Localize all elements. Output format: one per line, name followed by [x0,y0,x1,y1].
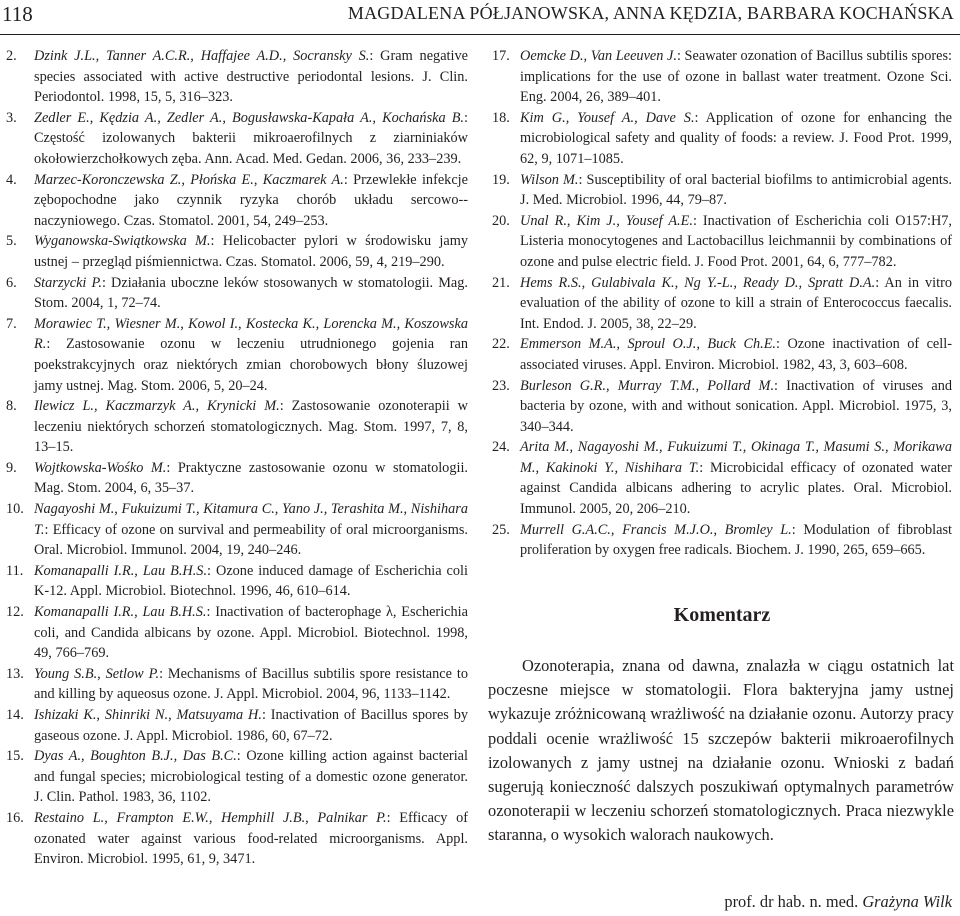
reference-authors: Emmerson M.A., Sproul O.J., Buck Ch.E. [520,336,777,353]
reference-text [34,170,468,232]
reference-citation: : Seawater ozonation of Bacillus subtilis spores: implications for the use of ozone in ballast water treatment. Ozone Sci. Eng. 2004, 26, 389–401. [520,48,952,106]
reference-text [34,108,468,170]
reference-authors: Ilewicz L., Kaczmarzyk A., Krynicki M. [34,398,280,415]
reference-citation: : Praktyczne zastosowanie ozonu w stomatologii. Mag. Stom. 2004, 6, 35–37. [34,459,469,497]
reference-item [6,170,468,232]
reference-number: 13. [6,665,24,682]
reference-number: 23. [492,377,510,394]
reference-authors: Young S.B., Setlow P. [34,665,160,682]
reference-citation: : Gram negative species associated with active destructive periodontal lesions. J. Clin. Periodontol. 1998, 15, 5, 316–323. [34,48,468,106]
reference-authors: Restaino L., Frampton E.W., Hemphill J.B., Palnikar P. [34,809,387,826]
reference-number: 2. [6,48,17,64]
reference-item [6,108,468,170]
reference-item [6,664,468,705]
reference-text [520,273,952,335]
reference-number: 10. [6,501,24,518]
reference-item [6,46,468,108]
reference-number: 3. [6,109,17,126]
reference-item [6,458,468,499]
reference-number: 15. [6,748,24,765]
reference-number: 20. [492,212,510,229]
reference-text [34,746,468,808]
reference-text [520,520,952,561]
reference-authors: Kim G., Yousef A., Dave S. [520,109,695,126]
reference-citation: : Działania uboczne leków stosowanych w stomatologii. Mag. Stom. 2004, 1, 72–74. [34,274,468,312]
reference-number: 19. [492,171,510,188]
reference-authors: Zedler E., Kędzia A., Zedler A., Bogusławska-Kapała A., Kochańska B. [34,109,465,126]
reference-text [34,561,468,602]
reference-authors: Starzycki P. [34,274,102,291]
reference-text [34,46,468,108]
reference-authors: Nagayoshi M., Fukuizumi T., Kitamura C., Yano J., Terashita M., Nishihara T. [34,501,468,538]
reference-citation: : Inactivation of Escherichia coli O157:H7, Listeria monocytogenes and Lactobacillus leichmannii by combinations of ozone and pulse electric field. J. Food Prot. 2001, 64, 6, 777–782. [520,212,952,270]
reference-authors: Morawiec T., Wiesner M., Kowol I., Kostecka K., Lorencka M., Koszowska R. [34,315,468,353]
reference-authors: Wilson M. [520,171,579,188]
reference-number: 8. [6,398,17,415]
reference-authors: Komanapalli I.R., Lau B.H.S. [34,562,208,579]
running-head: MAGDALENA PÓŁJANOWSKA, ANNA KĘDZIA, BARBARA KOCHAŃSKA [347,3,954,23]
reference-citation: : Application of ozone for enhancing the microbiological safety and quality of foods: a review. J. Food Prot. 1999, 62, 9, 1071–1085. [520,109,952,167]
reference-authors: Unal R., Kim J., Yousef A.E. [520,212,693,229]
reference-number: 24. [492,439,510,456]
reference-item [492,46,952,108]
reference-citation: : Przewlekłe infekcje zębopochodne jako czynnik ryzyka chorób układu sercowo--naczyniowego. Czas. Stomatol. 2001, 54, 249–253. [34,171,468,229]
reference-authors: Hems R.S., Gulabivala K., Ng Y.-L., Ready D., Spratt D.A. [520,274,876,291]
reference-number: 7. [6,315,17,332]
reference-citation: : Modulation of fibroblast proliferation by oxygen free radicals. Biochem. J. 1990, 265, 659–665. [520,521,952,559]
reference-number: 5. [6,233,17,250]
reference-authors: Komanapalli I.R., Lau B.H.S. [34,604,207,621]
reference-item [6,499,468,561]
signature-title: prof. dr hab. n. med. [724,892,859,911]
reference-text [34,602,468,664]
reference-citation: : Inactivation of viruses and bacteria by ozone, with and without sonication. Appl. Microbiol. 1975, 3, 340–344. [520,377,952,435]
reference-citation: : Microbicidal efficacy of ozonated water against Candida albicans adhering to acrylic plates. Oral. Microbiol. Immunol. 2005, 20, 206–210. [520,459,952,518]
reference-authors: Wyganowska-Swiątkowska M. [34,233,211,250]
reference-item [6,705,468,746]
reference-citation: : Zastosowanie ozonu w leczeniu utrudnionego gojenia ran poekstrakcyjnych oraz niektórych zmian chorobowych błony śluzowej jamy ustnej. Mag. Stom. 2006, 5, 20–24. [34,336,468,394]
reference-citation: : Efficacy of ozone on survival and permeability of oral microorganisms. Oral. Microbiol. Immunol. 2004, 19, 240–246. [34,521,468,559]
signature [724,892,952,912]
reference-item [492,211,952,273]
reference-number: 25. [492,521,510,538]
commentary-title: Komentarz [673,604,771,626]
page-number: 118 [2,2,33,26]
reference-text [520,170,952,211]
reference-item [6,602,468,664]
reference-text [520,376,952,438]
reference-number: 6. [6,274,17,291]
reference-text [520,46,952,108]
reference-text [520,437,952,519]
reference-citation: : Inactivation of bacterophage λ, Escherichia coli, and Candida albicans by ozone. Appl. Microbiol. Biotechnol. 1998, 49, 766–769. [34,604,468,662]
reference-item [492,376,952,438]
reference-text [34,314,468,396]
reference-number: 21. [492,274,510,291]
reference-authors: Ishizaki K., Shinriki N., Matsuyama H. [34,707,262,723]
reference-text [34,273,468,314]
reference-number: 4. [6,171,17,188]
reference-item [6,746,468,808]
reference-authors: Murrell G.A.C., Francis M.J.O., Bromley L. [520,521,792,538]
reference-item [492,108,952,170]
reference-item [492,437,952,519]
reference-text [34,664,468,705]
reference-citation: : Susceptibility of oral bacterial biofilms to antimicrobial agents. J. Med. Microbiol. 1996, 44, 79–87. [520,171,952,209]
reference-text [34,808,468,870]
reference-authors: Arita M., Nagayoshi M., Fukuizumi T., Okinaga T., Masumi S., Morikawa M., Kakinoki Y., Nishihara T. [520,439,952,476]
reference-citation: : Efficacy of ozonated water against various food-related microorganisms. Appl. Environ. Microbiol. 1995, 61, 9, 3471. [34,809,468,868]
references-right-column [492,46,952,561]
reference-authors: Burleson G.R., Murray T.M., Pollard M. [520,377,775,394]
reference-authors: Marzec-Koronczewska Z., Płońska E., Kaczmarek A. [34,171,344,188]
reference-number: 17. [492,48,510,64]
reference-item [6,808,468,870]
reference-authors: Wojtkowska-Wośko M. [34,459,167,476]
reference-citation: : Ozone killing action against bacterial and fungal species; microbiological testing of a domestic ozone generator. J. Clin. Pathol. 1983, 36, 1102. [34,748,468,806]
reference-item [492,334,952,375]
reference-item [6,314,468,396]
reference-citation: : An in vitro evaluation of the ability of ozone to kill a strain of Enterococcus faecalis. Int. Endod. J. 2005, 38, 22–29. [520,274,952,332]
reference-citation: : Częstość izolowanych bakterii mikroaerofilnych z ziarniniaków okołowierzchołkowych zęba. Ann. Acad. Med. Gedan. 2006, 36, 233–239. [34,109,468,167]
signature-name: Grażyna Wilk [862,892,952,911]
reference-text [34,396,468,458]
reference-item [492,170,952,211]
reference-citation: : Zastosowanie ozonoterapii w leczeniu niektórych schorzeń stomatologicznych. Mag. Stom. 1997, 7, 8, 13–15. [34,398,468,456]
reference-text [34,705,468,746]
reference-citation: : Ozone induced damage of Escherichia coli K-12. Appl. Microbiol. Biotechnol. 1996, 46, 610–614. [34,562,468,600]
reference-item [492,520,952,561]
reference-number: 22. [492,336,510,353]
references-left-column [6,46,468,870]
reference-item [6,273,468,314]
reference-citation: : Ozone inactivation of cell-associated viruses. Appl. Environ. Microbiol. 1982, 43, 3, 603–608. [520,336,952,373]
reference-text [34,499,468,561]
reference-item [6,561,468,602]
reference-text [520,108,952,170]
reference-number: 14. [6,707,24,723]
reference-number: 18. [492,109,510,126]
commentary-body: Ozonoterapia, znana od dawna, znalazła w ciągu ostatnich lat poczesne miejsce w stomatologii. Flora bakteryjna jamy ustnej wykazuje zróżnicowaną wrażliwość na działanie ozonu. Autorzy pracy poddali ocenie wrażliwość 15 szczepów bakterii mikroaerofilnych izolowanych z jamy ustnej na działanie ozonu. Wnioski z badań sugerują konieczność dalszych poszukiwań optymalnych parametrów ozonoterapii w leczeniu schorzeń stomatologicznych. Praca niezwykle staranna, o wysokich walorach naukowych. [488,656,954,845]
reference-authors: Dzink J.L., Tanner A.C.R., Haffajee A.D., Socransky S. [34,48,370,64]
reference-citation: : Helicobacter pylori w środowisku jamy ustnej – przegląd piśmiennictwa. Czas. Stomatol. 2006, 59, 4, 219–290. [34,233,468,270]
reference-text [34,458,468,499]
reference-number: 11. [6,562,24,579]
reference-item [6,396,468,458]
reference-number: 12. [6,604,24,621]
reference-authors: Oemcke D., Van Leeuven J. [520,48,677,64]
reference-text [520,211,952,273]
reference-text [34,231,468,272]
reference-authors: Dyas A., Boughton B.J., Das B.C. [34,748,237,765]
reference-text [520,334,952,375]
reference-number: 9. [6,459,17,476]
reference-citation: : Mechanisms of Bacillus subtilis spore resistance to and killing by aqueosus ozone. J. Appl. Microbiol. 2004, 96, 1133–1142. [34,665,468,703]
reference-citation: : Inactivation of Bacillus spores by gaseous ozone. J. Appl. Microbiol. 1986, 60, 67–72. [34,707,468,744]
reference-item [6,231,468,272]
reference-number: 16. [6,809,24,826]
reference-item [492,273,952,335]
page-header [0,0,960,35]
